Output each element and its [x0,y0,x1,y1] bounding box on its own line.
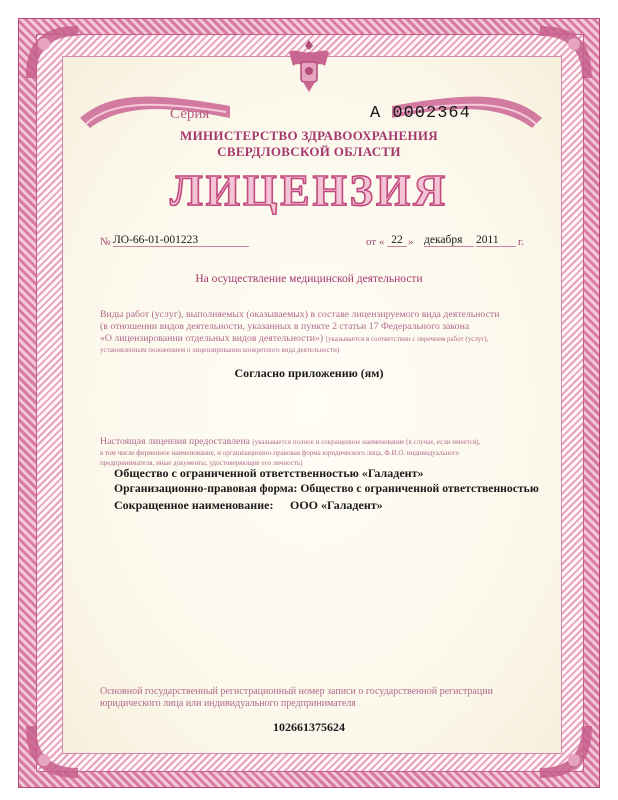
licensee-short-name-label: Сокращенное наименование: [114,498,274,512]
date-day-suffix: » [408,236,414,248]
date-prefix: от « [366,236,385,248]
document-title [150,165,468,215]
licensee-description [100,436,538,468]
licensee-full-name: Общество с ограниченной ответственностью «Галадент» [114,466,424,480]
granted-line-1-note: (указывается полное и сокращенное наименование (в случае, если имеется), [252,438,481,446]
date-day: 22 [387,234,407,247]
works-line-4: установленным положением о лицензировании конкретного вида деятельности) [100,346,340,354]
license-number-prefix: № [100,236,111,248]
licensed-activity: На осуществление медицинской деятельности [195,273,423,285]
ministry-name-line2: СВЕРДЛОВСКОЙ ОБЛАСТИ [217,144,401,159]
granted-line-3: предпринимателя, иные документы, удостоверяющие его личность) [100,459,303,467]
state-registration-description [100,686,538,710]
corner-ornament-top-right [536,22,596,82]
series-number: А 0002364 [370,104,471,123]
ministry-name-line1: МИНИСТЕРСТВО ЗДРАВООХРАНЕНИЯ [180,128,438,143]
granted-line-2: в том числе фирменное наименование, и организационно-правовая форма юридического лица, Ф.И.О. индивидуального [100,449,459,457]
document-title-text: ЛИЦЕНЗИЯ [169,166,449,215]
state-registration-line-1: Основной государственный регистрационный номер записи о государственной регистрации [100,686,493,697]
series-label: Серия [170,106,210,122]
granted-line-1 [100,436,538,448]
works-line-3-main: «О лицензировании отдельных видов деятельности») [100,333,324,344]
license-number: ЛО-66-01-001223 [113,234,249,247]
state-registration-number: 102661375624 [273,720,345,734]
works-description [100,309,538,355]
granted-line-1-main: Настоящая лицензия предоставлена [100,436,250,447]
works-line-3-note: (указывается в соответствии с перечнем работ (услуг), [325,335,489,343]
works-line-3 [100,333,538,345]
works-line-2: (в отношении видов деятельности, указанных в пункте 2 статьи 17 Федерального закона [100,321,470,332]
works-line-1: Виды работ (услуг), выполняемых (оказываемых) в составе лицензируемого вида деятельности [100,309,500,320]
corner-ornament-top-left [22,22,82,82]
document-body [62,56,562,754]
coat-of-arms-emblem [283,36,335,96]
licensee-short-name: ООО «Галадент» [290,498,383,512]
state-registration-line-2: юридического лица или индивидуального предпринимателя [100,698,356,709]
licensee-legal-form: Организационно-правовая форма: Общество с ограниченной ответственностью [114,482,539,495]
date-year-suffix: г. [518,236,525,248]
date-month: декабря [424,234,474,247]
works-value: Согласно приложению (ям) [234,366,384,380]
date-year: 2011 [476,234,516,247]
